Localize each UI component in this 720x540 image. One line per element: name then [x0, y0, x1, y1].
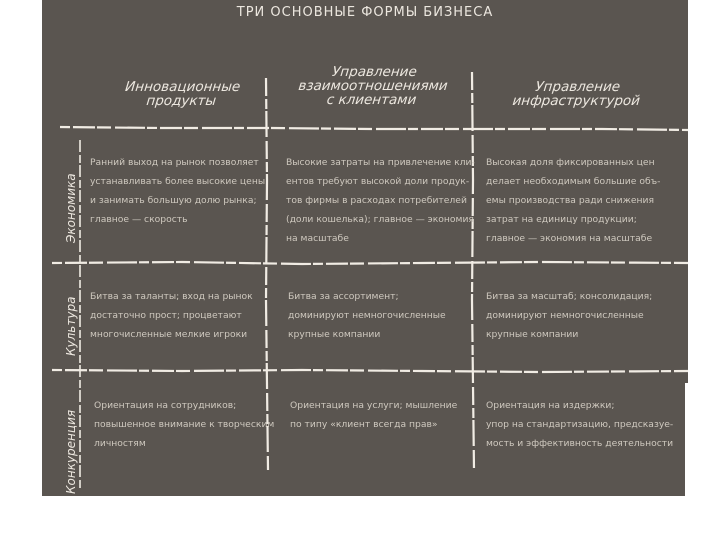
white-edge-notch	[685, 383, 690, 496]
row-divider-1	[52, 262, 688, 264]
row-label-economy: Экономика	[64, 173, 78, 243]
row-label-culture: Культура	[64, 296, 78, 356]
column-header-line: с клиентами	[325, 92, 418, 108]
cell-economy-crm: Высокие затраты на привлечение кли- ентов требуют высокой доли продук- тов фирмы в расходах потребителей (доли кошелька); главное — экономия на масштабе	[286, 157, 475, 244]
cell-competition-infrastructure: Ориентация на издержки; упор на стандартизацию, предсказуе- мость и эффективность деятельности	[486, 400, 674, 449]
column-header-line: продукты	[145, 93, 217, 109]
cell-economy-infrastructure: Высокая доля фиксированных цен делает необходимым большие объ- емы производства ради снижения затрат на единицу продукции; главное — экономия на масштабе	[486, 157, 661, 244]
chalkboard-table	[42, 0, 688, 496]
row-divider-2	[52, 370, 688, 372]
column-header-line: Управление	[534, 79, 621, 95]
cell-culture-innovation: Битва за таланты; вход на рынок достаточно прост; процветают многочисленные мелкие игроки	[90, 291, 253, 340]
column-header-line: Инновационные	[124, 79, 242, 95]
row-label-competition: Конкуренция	[64, 409, 78, 494]
page-title: ТРИ ОСНОВНЫЕ ФОРМЫ БИЗНЕСА	[236, 5, 494, 20]
column-header-line: Управление	[331, 64, 418, 80]
cell-competition-innovation: Ориентация на сотрудников; повышенное внимание к творческим личностям	[94, 400, 275, 449]
cell-culture-crm: Битва за ассортимент; доминируют немногочисленные крупные компании	[288, 291, 446, 340]
column-header-crm	[286, 65, 460, 107]
cell-economy-innovation: Ранний выход на рынок позволяет устанавливать более высокие цены и занимать большую долю рынка; главное — скорость	[90, 157, 266, 225]
col-divider-2	[472, 72, 474, 470]
column-header-innovation	[111, 80, 254, 108]
column-header-infrastructure	[491, 80, 664, 108]
column-header-line: взаимоотношениями	[297, 78, 449, 94]
cell-competition-crm: Ориентация на услуги; мышление по типу «клиент всегда прав»	[290, 400, 458, 430]
cell-culture-infrastructure: Битва за масштаб; консолидация; доминируют немногочисленные крупные компании	[486, 291, 653, 340]
header-divider	[60, 127, 688, 130]
column-header-line: инфраструктурой	[511, 93, 641, 109]
